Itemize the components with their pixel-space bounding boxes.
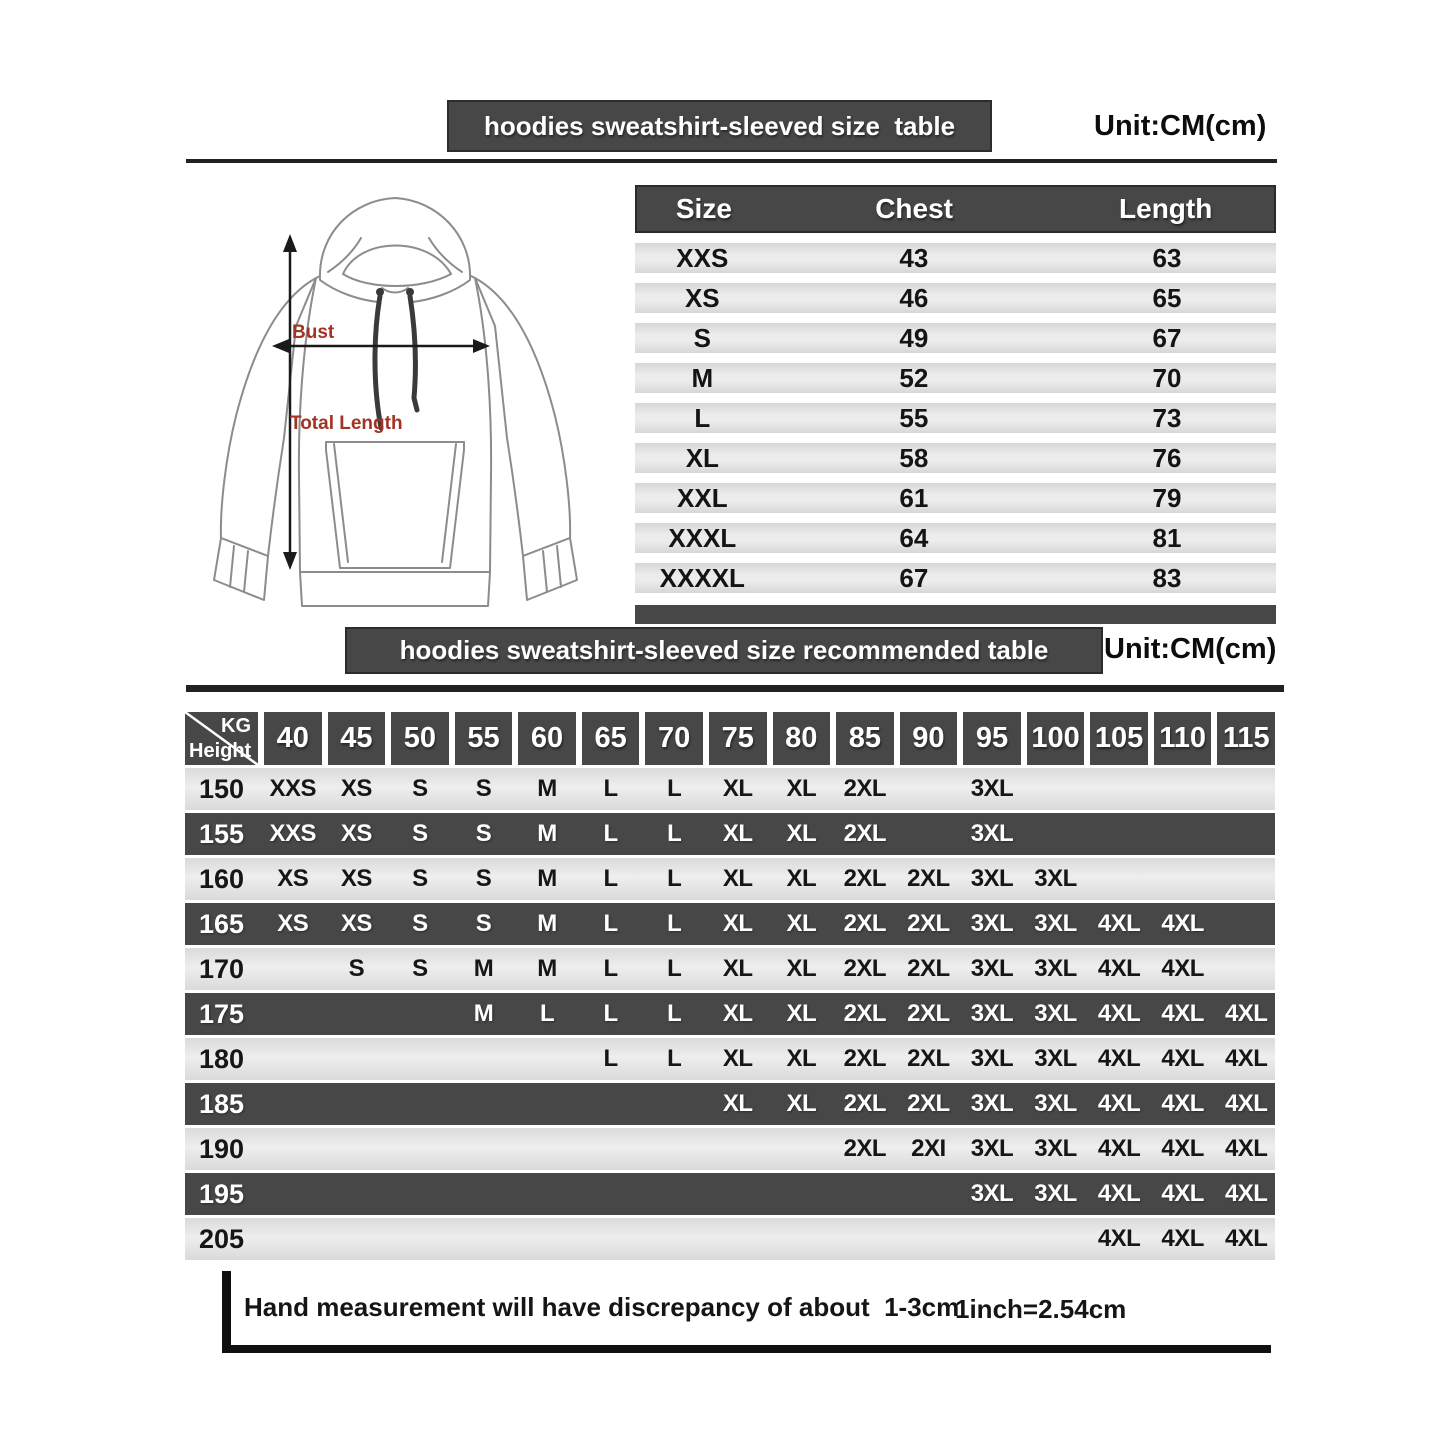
chest-cell: 58 [899, 443, 929, 473]
height-cell: 160 [198, 863, 245, 894]
size-reco-cell: 3XL [1034, 1090, 1077, 1117]
reco-row-165 [185, 903, 1275, 945]
size-reco-cell: 3XL [970, 955, 1014, 982]
size-reco-cell: M [473, 955, 494, 982]
size-reco-cell: XXS [269, 820, 317, 847]
size-row-xxxl [635, 523, 1276, 553]
weight-header-cell: 105 [1090, 712, 1148, 765]
column-header-length: Length [1119, 193, 1213, 224]
size-reco-cell: L [603, 775, 618, 802]
size-reco-cell: 3XL [970, 865, 1014, 892]
height-cell: 155 [198, 818, 245, 849]
size-reco-cell: 3XL [1034, 1045, 1077, 1072]
length-cell: 83 [1152, 563, 1182, 593]
size-reco-cell: 2XI [911, 1135, 946, 1162]
size-reco-cell: XL [786, 775, 817, 802]
footer-note-underline [222, 1345, 1271, 1353]
length-cell: 67 [1152, 323, 1182, 353]
weight-header-cell: 115 [1217, 712, 1275, 765]
size-reco-cell: 2XL [843, 1090, 887, 1117]
size-row-xl [635, 443, 1276, 473]
size-reco-cell: 2XL [907, 955, 950, 982]
weight-header-cell: 55 [455, 712, 513, 765]
bust-label: Bust [292, 322, 335, 343]
size-reco-cell: M [537, 910, 557, 937]
size-reco-cell: S [412, 910, 428, 937]
size-reco-cell: XL [786, 1000, 817, 1027]
size-reco-cell: 2XL [843, 775, 887, 802]
size-row-xxxxl [635, 563, 1276, 593]
size-reco-cell: 2XL [907, 910, 950, 937]
size-cell: XXXXL [659, 563, 745, 593]
size-reco-cell: 4XL [1224, 1045, 1268, 1072]
size-reco-cell: L [603, 1045, 618, 1072]
size-cell: S [693, 323, 711, 353]
size-reco-cell: XS [277, 910, 309, 937]
column-header-chest: Chest [875, 193, 953, 224]
size-reco-cell: 2XL [907, 1090, 950, 1117]
size-reco-cell: 4XL [1097, 1135, 1141, 1162]
size-reco-cell: 2XL [843, 865, 887, 892]
size-reco-cell: 2XL [843, 820, 887, 847]
size-reco-cell: 2XL [907, 1045, 950, 1072]
size-reco-cell: S [412, 955, 428, 982]
chest-cell: 55 [899, 403, 929, 433]
reco-row-160 [185, 858, 1275, 900]
height-cell: 185 [198, 1088, 245, 1119]
size-reco-cell: 3XL [970, 1135, 1014, 1162]
size-reco-cell: 2XL [843, 1000, 887, 1027]
size-table-footer-bar [635, 605, 1276, 624]
size-reco-cell: XL [786, 865, 817, 892]
weight-header-cell: 75 [709, 712, 767, 765]
length-cell: 81 [1152, 523, 1182, 553]
chest-cell: 61 [899, 483, 929, 513]
weight-header-cell: 85 [836, 712, 894, 765]
reco-row-180 [185, 1038, 1275, 1080]
size-reco-cell: XS [340, 910, 372, 937]
reco-row-205 [185, 1218, 1275, 1260]
weight-header-cell: 65 [582, 712, 640, 765]
size-reco-cell: XXS [269, 775, 317, 802]
size-reco-cell: S [475, 775, 492, 802]
size-reco-cell: 4XL [1097, 1000, 1141, 1027]
size-cell: XXS [676, 243, 729, 273]
hem-band [300, 572, 490, 606]
inch-conversion-note: 1inch=2.54cm [955, 1294, 1127, 1324]
size-cell: XL [685, 443, 719, 473]
size-reco-cell: XL [722, 1045, 753, 1072]
size-table [635, 185, 1276, 624]
size-reco-cell: L [667, 955, 682, 982]
size-reco-cell: S [475, 910, 492, 937]
size-reco-cell: S [348, 955, 365, 982]
reco-table-title: hoodies sweatshirt-sleeved size recommended table [399, 635, 1049, 665]
size-reco-cell: 4XL [1224, 1180, 1268, 1207]
size-reco-cell: 4XL [1161, 1225, 1204, 1252]
size-reco-cell: 4XL [1161, 1180, 1204, 1207]
size-reco-cell: S [475, 820, 492, 847]
size-reco-cell: XL [722, 910, 753, 937]
size-reco-cell: L [667, 1045, 682, 1072]
size-reco-cell: XL [722, 820, 753, 847]
size-reco-cell: 4XL [1097, 955, 1141, 982]
weight-header-cell: 50 [391, 712, 449, 765]
length-cell: 79 [1152, 483, 1182, 513]
size-reco-cell: L [667, 865, 682, 892]
reco-row-195 [185, 1173, 1275, 1215]
height-label: Height [189, 740, 252, 762]
size-reco-cell: M [537, 775, 557, 802]
total-length-label: Total Length [290, 413, 403, 434]
size-reco-cell: XL [722, 775, 753, 802]
height-cell: 190 [198, 1133, 245, 1164]
size-table-title: hoodies sweatshirt-sleeved size table [483, 110, 956, 141]
size-row-xxl [635, 483, 1276, 513]
weight-header-cell: 110 [1154, 712, 1212, 765]
chest-cell: 43 [899, 243, 929, 273]
reco-row-155 [185, 813, 1275, 855]
length-cell: 70 [1152, 363, 1182, 393]
size-reco-cell: XL [786, 955, 817, 982]
size-reco-cell: XS [340, 820, 372, 847]
weight-header-cell: 95 [963, 712, 1021, 765]
unit-label-2: Unit:CM(cm) [1104, 633, 1277, 665]
size-reco-cell: 2XL [907, 865, 950, 892]
size-reco-cell: 2XL [843, 910, 887, 937]
size-reco-cell: L [603, 820, 618, 847]
size-row-xs [635, 283, 1276, 313]
size-reco-cell: S [475, 865, 492, 892]
size-reco-cell: 2XL [907, 1000, 950, 1027]
weight-header-cell: 90 [900, 712, 958, 765]
length-cell: 73 [1152, 403, 1182, 433]
measurement-note: Hand measurement will have discrepancy of about 1-3cm [244, 1292, 960, 1322]
corner-cell [185, 712, 258, 765]
size-reco-cell: M [473, 1000, 494, 1027]
size-reco-cell: 4XL [1224, 1090, 1268, 1117]
reco-row-190 [185, 1128, 1275, 1170]
size-reco-cell: 4XL [1097, 1225, 1141, 1252]
title-underline-2 [186, 685, 1284, 692]
size-reco-cell: 4XL [1161, 910, 1204, 937]
size-reco-cell: 4XL [1161, 1045, 1204, 1072]
size-reco-cell: 4XL [1224, 1000, 1268, 1027]
reco-row-170 [185, 948, 1275, 990]
size-reco-cell: M [537, 820, 557, 847]
size-reco-cell: L [667, 775, 682, 802]
chest-cell: 52 [899, 363, 929, 393]
weight-header-cell: 60 [518, 712, 576, 765]
size-reco-cell: 4XL [1097, 910, 1141, 937]
size-reco-cell: XL [722, 955, 753, 982]
size-reco-cell: 3XL [970, 1090, 1014, 1117]
reco-table-header [185, 712, 1275, 765]
recommended-size-table [185, 712, 1275, 1260]
size-reco-cell: S [412, 775, 428, 802]
size-cell: XXXL [668, 523, 737, 553]
weight-header-cell: 40 [264, 712, 322, 765]
size-row-s [635, 323, 1276, 353]
size-cell: XS [684, 283, 720, 313]
size-reco-cell: S [412, 820, 428, 847]
size-reco-cell: 3XL [1034, 1000, 1077, 1027]
size-reco-cell: XS [277, 865, 309, 892]
size-reco-cell: XL [722, 1090, 753, 1117]
height-cell: 170 [198, 953, 245, 984]
reco-row-185 [185, 1083, 1275, 1125]
size-reco-cell: L [603, 910, 618, 937]
title-underline-1 [186, 159, 1277, 163]
length-cell: 65 [1152, 283, 1182, 313]
size-reco-cell: 4XL [1097, 1045, 1141, 1072]
size-reco-cell: M [537, 955, 557, 982]
chest-cell: 46 [899, 283, 929, 313]
height-cell: 180 [198, 1043, 245, 1074]
size-reco-cell: L [603, 1000, 618, 1027]
column-header-size: Size [675, 193, 732, 224]
size-reco-cell: L [603, 865, 618, 892]
size-table-header [635, 185, 1276, 233]
size-reco-cell: M [537, 865, 557, 892]
size-reco-cell: 2XL [843, 1135, 887, 1162]
height-cell: 195 [198, 1178, 245, 1209]
reco-table-title-bar [345, 627, 1103, 674]
size-reco-cell: L [603, 955, 618, 982]
weight-header-cell: 45 [328, 712, 386, 765]
chest-cell: 64 [899, 523, 929, 553]
weight-header-cell: 100 [1027, 712, 1085, 765]
length-cell: 63 [1152, 243, 1182, 273]
height-cell: 150 [198, 773, 245, 804]
size-reco-cell: 3XL [970, 910, 1014, 937]
chest-cell: 49 [899, 323, 929, 353]
height-cell: 175 [198, 998, 245, 1029]
size-reco-cell: 3XL [1034, 955, 1077, 982]
size-reco-cell: L [667, 820, 682, 847]
size-reco-cell: XL [722, 1000, 753, 1027]
size-reco-cell: XL [786, 1090, 817, 1117]
size-cell: XXL [677, 483, 728, 513]
size-reco-cell: 3XL [1034, 865, 1077, 892]
chest-cell: 67 [899, 563, 929, 593]
size-reco-cell: 3XL [1034, 1180, 1077, 1207]
size-reco-cell: S [412, 865, 428, 892]
weight-header-cell: 70 [645, 712, 703, 765]
size-reco-cell: L [539, 1000, 555, 1027]
kg-label: KG [221, 715, 251, 737]
size-reco-cell: 3XL [1034, 1135, 1077, 1162]
height-cell: 205 [198, 1223, 245, 1254]
size-reco-cell: XL [786, 910, 817, 937]
size-reco-cell: 3XL [970, 1180, 1014, 1207]
size-reco-cell: XL [722, 865, 753, 892]
size-reco-cell: L [667, 1000, 682, 1027]
hoodie-diagram [168, 176, 626, 628]
size-reco-cell: XL [786, 1045, 817, 1072]
size-row-m [635, 363, 1276, 393]
size-reco-cell: 2XL [843, 1045, 887, 1072]
size-reco-cell: 4XL [1224, 1135, 1268, 1162]
size-reco-cell: 3XL [1034, 910, 1077, 937]
reco-row-150 [185, 768, 1275, 810]
length-cell: 76 [1152, 443, 1182, 473]
size-row-l [635, 403, 1276, 433]
size-reco-cell: 3XL [970, 820, 1014, 847]
size-reco-cell: 2XL [843, 955, 887, 982]
size-reco-cell: 4XL [1097, 1090, 1141, 1117]
size-reco-cell: XS [340, 775, 372, 802]
size-reco-cell: L [667, 910, 682, 937]
size-reco-cell: XL [786, 820, 817, 847]
size-cell: M [691, 363, 714, 393]
size-reco-cell: 4XL [1161, 955, 1204, 982]
size-reco-cell: 3XL [970, 1000, 1014, 1027]
size-reco-cell: 4XL [1161, 1135, 1204, 1162]
size-reco-cell: 4XL [1097, 1180, 1141, 1207]
reco-row-175 [185, 993, 1275, 1035]
size-row-xxs [635, 243, 1276, 273]
size-table-title-bar [447, 100, 992, 152]
size-cell: L [694, 403, 711, 433]
unit-label-1: Unit:CM(cm) [1094, 110, 1267, 142]
footer-note-left-bar [222, 1271, 231, 1353]
size-reco-cell: 4XL [1161, 1090, 1204, 1117]
weight-header-cell: 80 [773, 712, 831, 765]
size-reco-cell: 3XL [970, 1045, 1014, 1072]
height-cell: 165 [198, 908, 245, 939]
size-reco-cell: 3XL [970, 775, 1014, 802]
size-reco-cell: 4XL [1161, 1000, 1204, 1027]
size-reco-cell: 4XL [1224, 1225, 1268, 1252]
size-reco-cell: XS [340, 865, 372, 892]
